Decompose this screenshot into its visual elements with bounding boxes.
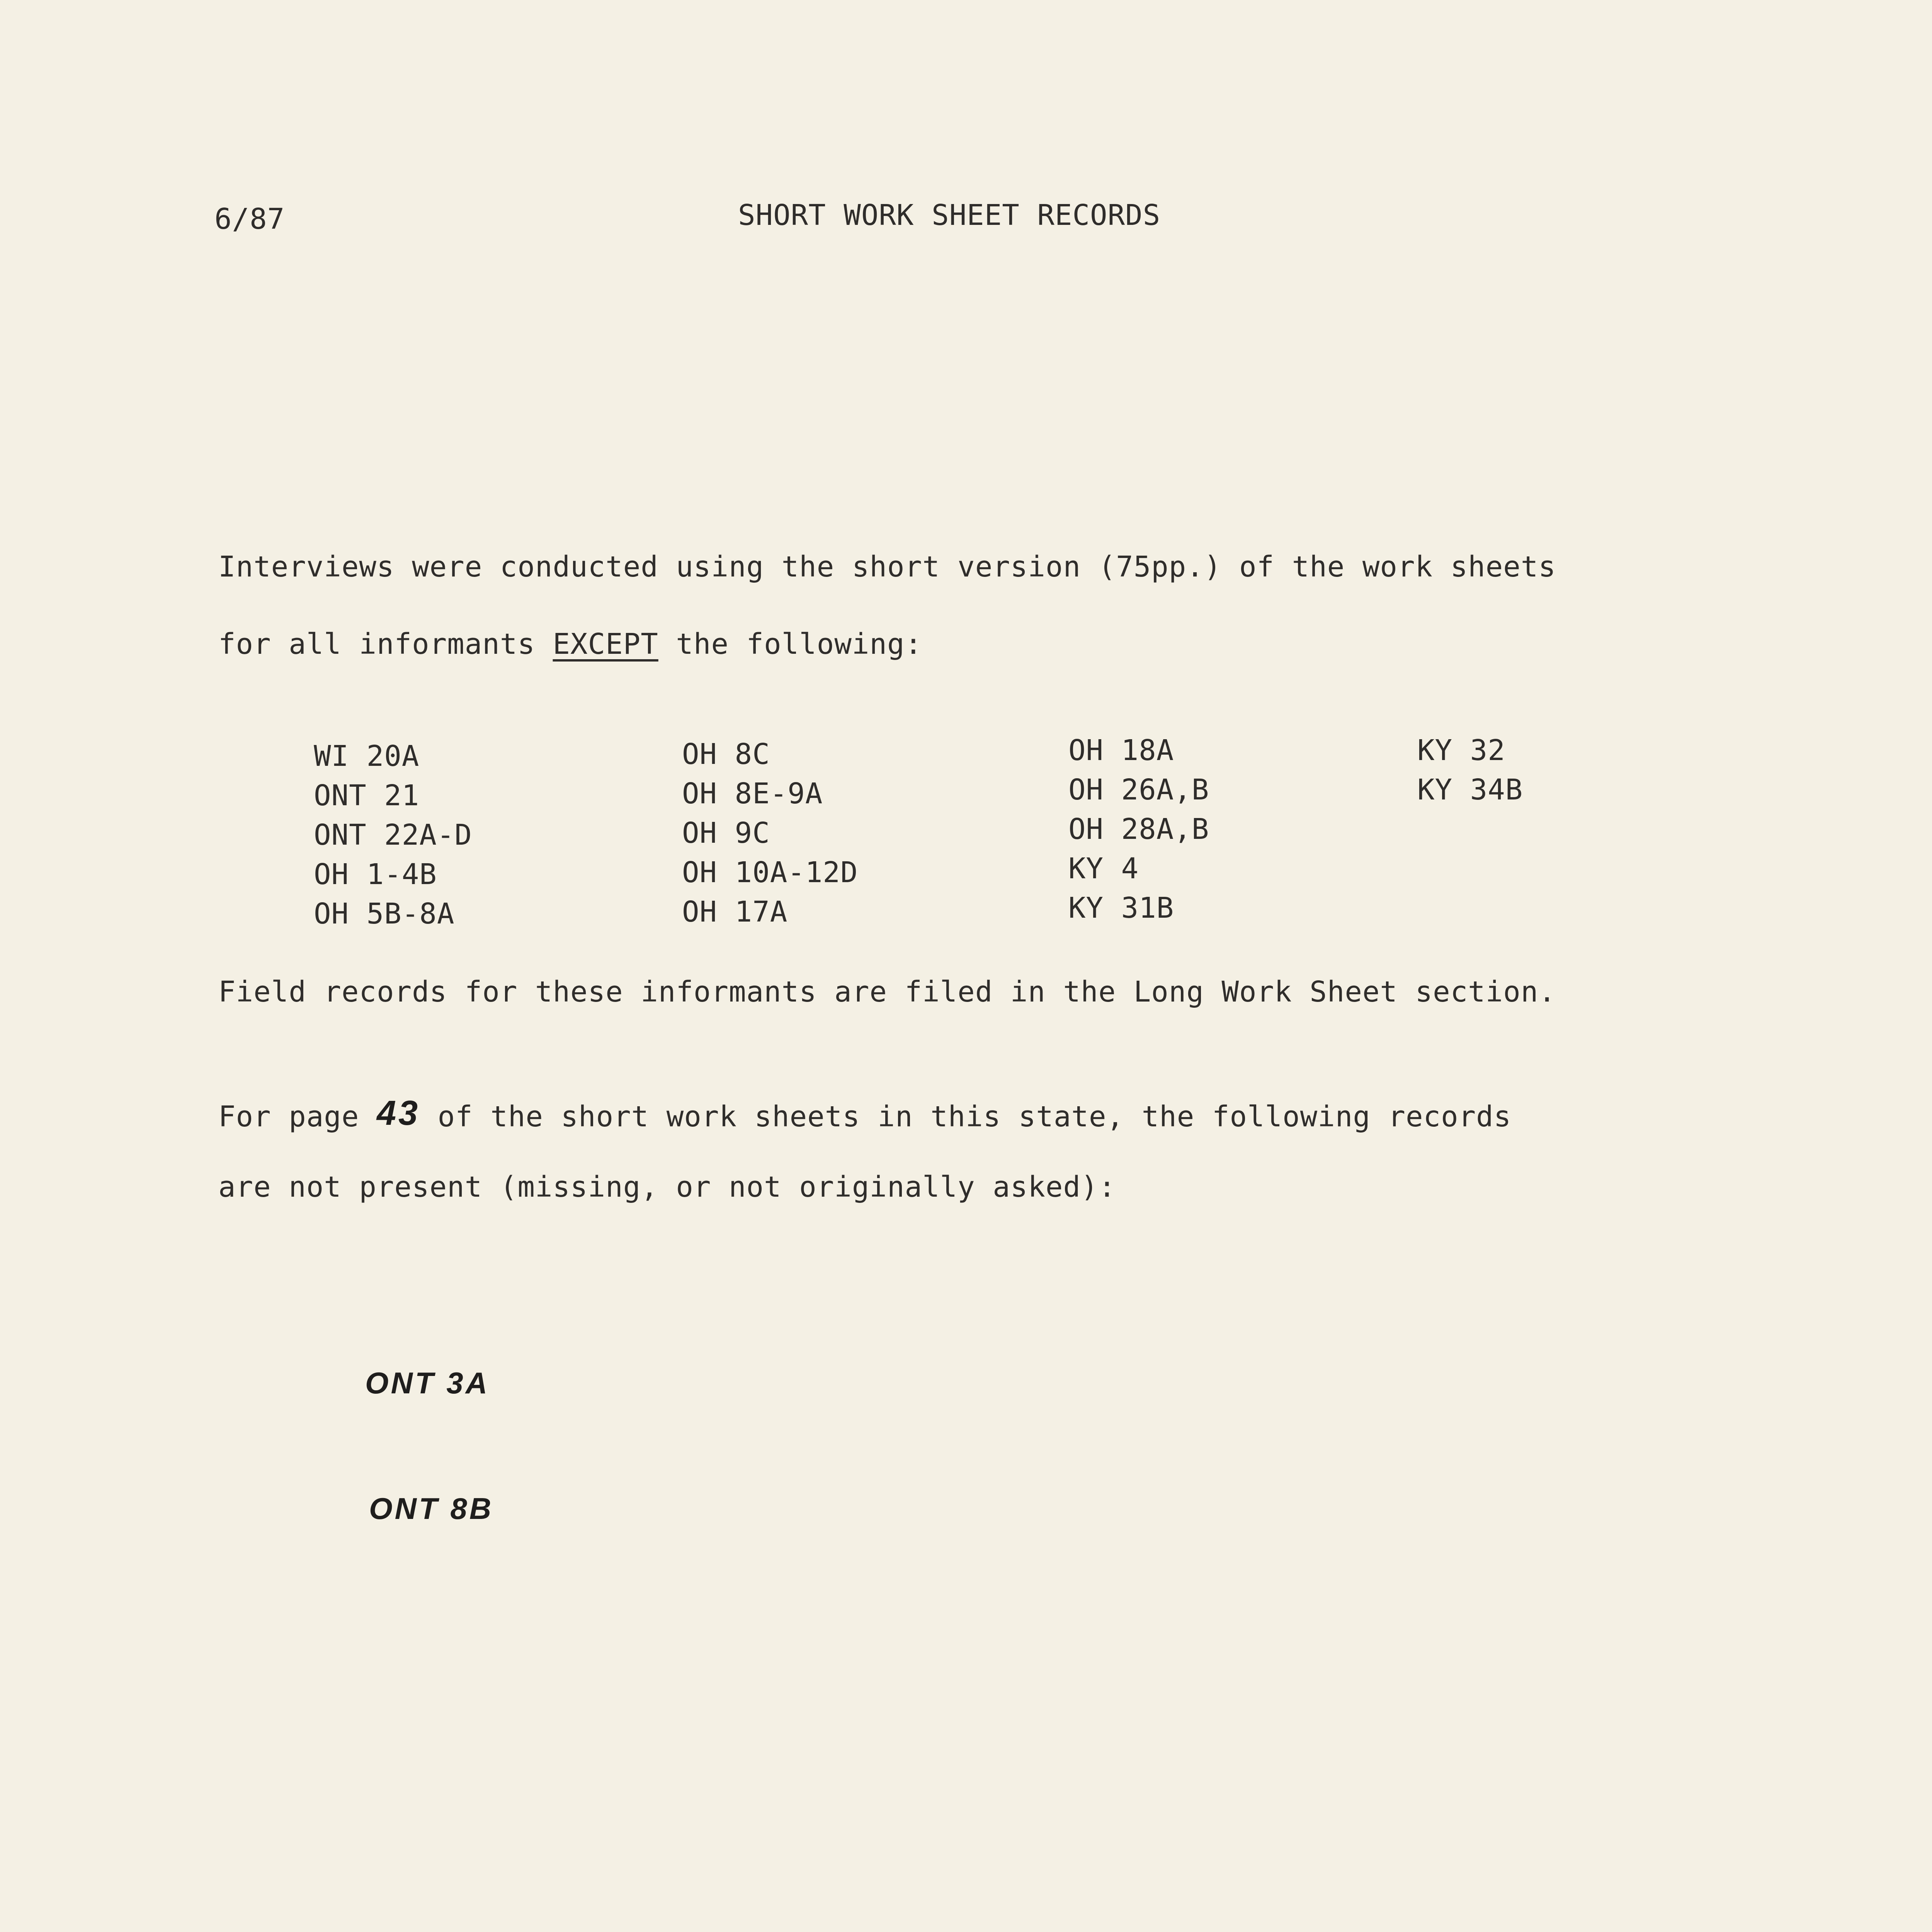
exceptions-column-2 <box>682 740 858 937</box>
missing-line-1-suffix: of the short work sheets in this state, the following records <box>420 1100 1512 1133</box>
exception-item: WI 20A <box>314 740 420 773</box>
exceptions-column-4 <box>1417 736 1523 815</box>
intro-line-2-prefix: for all informants <box>218 628 553 661</box>
exception-item: ONT 21 <box>314 779 420 812</box>
handwritten-page-number: 43 <box>376 1094 420 1133</box>
exception-item: OH 26A,B <box>1068 773 1209 806</box>
exception-item: KY 34B <box>1417 773 1523 806</box>
exception-item: OH 8E-9A <box>682 777 823 810</box>
exception-item: OH 17A <box>682 895 788 929</box>
exceptions-column-3 <box>1068 736 1209 933</box>
field-records-note: Field records for these informants are filed in the Long Work Sheet section. <box>218 975 1556 1009</box>
exception-item: OH 18A <box>1068 734 1174 767</box>
intro-line-1: Interviews were conducted using the short version (75pp.) of the work sheets <box>218 550 1556 583</box>
missing-line-1-prefix: For page <box>218 1100 377 1133</box>
intro-line-2-suffix: the following: <box>658 628 923 661</box>
exceptions-column-1 <box>314 742 472 939</box>
handwritten-missing-record: ONT 8B <box>369 1492 494 1526</box>
missing-line-2: are not present (missing, or not originally asked): <box>218 1170 1116 1204</box>
exception-item: KY 31B <box>1068 891 1174 925</box>
document-date: 6/87 <box>214 202 285 236</box>
exception-item: OH 9C <box>682 816 770 850</box>
exception-item: OH 28A,B <box>1068 813 1209 846</box>
exception-item: OH 8C <box>682 738 770 771</box>
exception-item: OH 5B-8A <box>314 897 455 930</box>
document-title: SHORT WORK SHEET RECORDS <box>738 199 1161 232</box>
exception-item: OH 10A-12D <box>682 856 858 889</box>
intro-line-2 <box>218 628 923 661</box>
handwritten-missing-record: ONT 3A <box>365 1366 490 1400</box>
exception-item: ONT 22A-D <box>314 818 472 852</box>
exception-item: KY 4 <box>1068 852 1139 885</box>
except-emphasis: EXCEPT <box>553 628 658 661</box>
exception-item: KY 32 <box>1417 734 1505 767</box>
exception-item: OH 1-4B <box>314 858 437 891</box>
missing-line-1 <box>218 1094 1512 1133</box>
